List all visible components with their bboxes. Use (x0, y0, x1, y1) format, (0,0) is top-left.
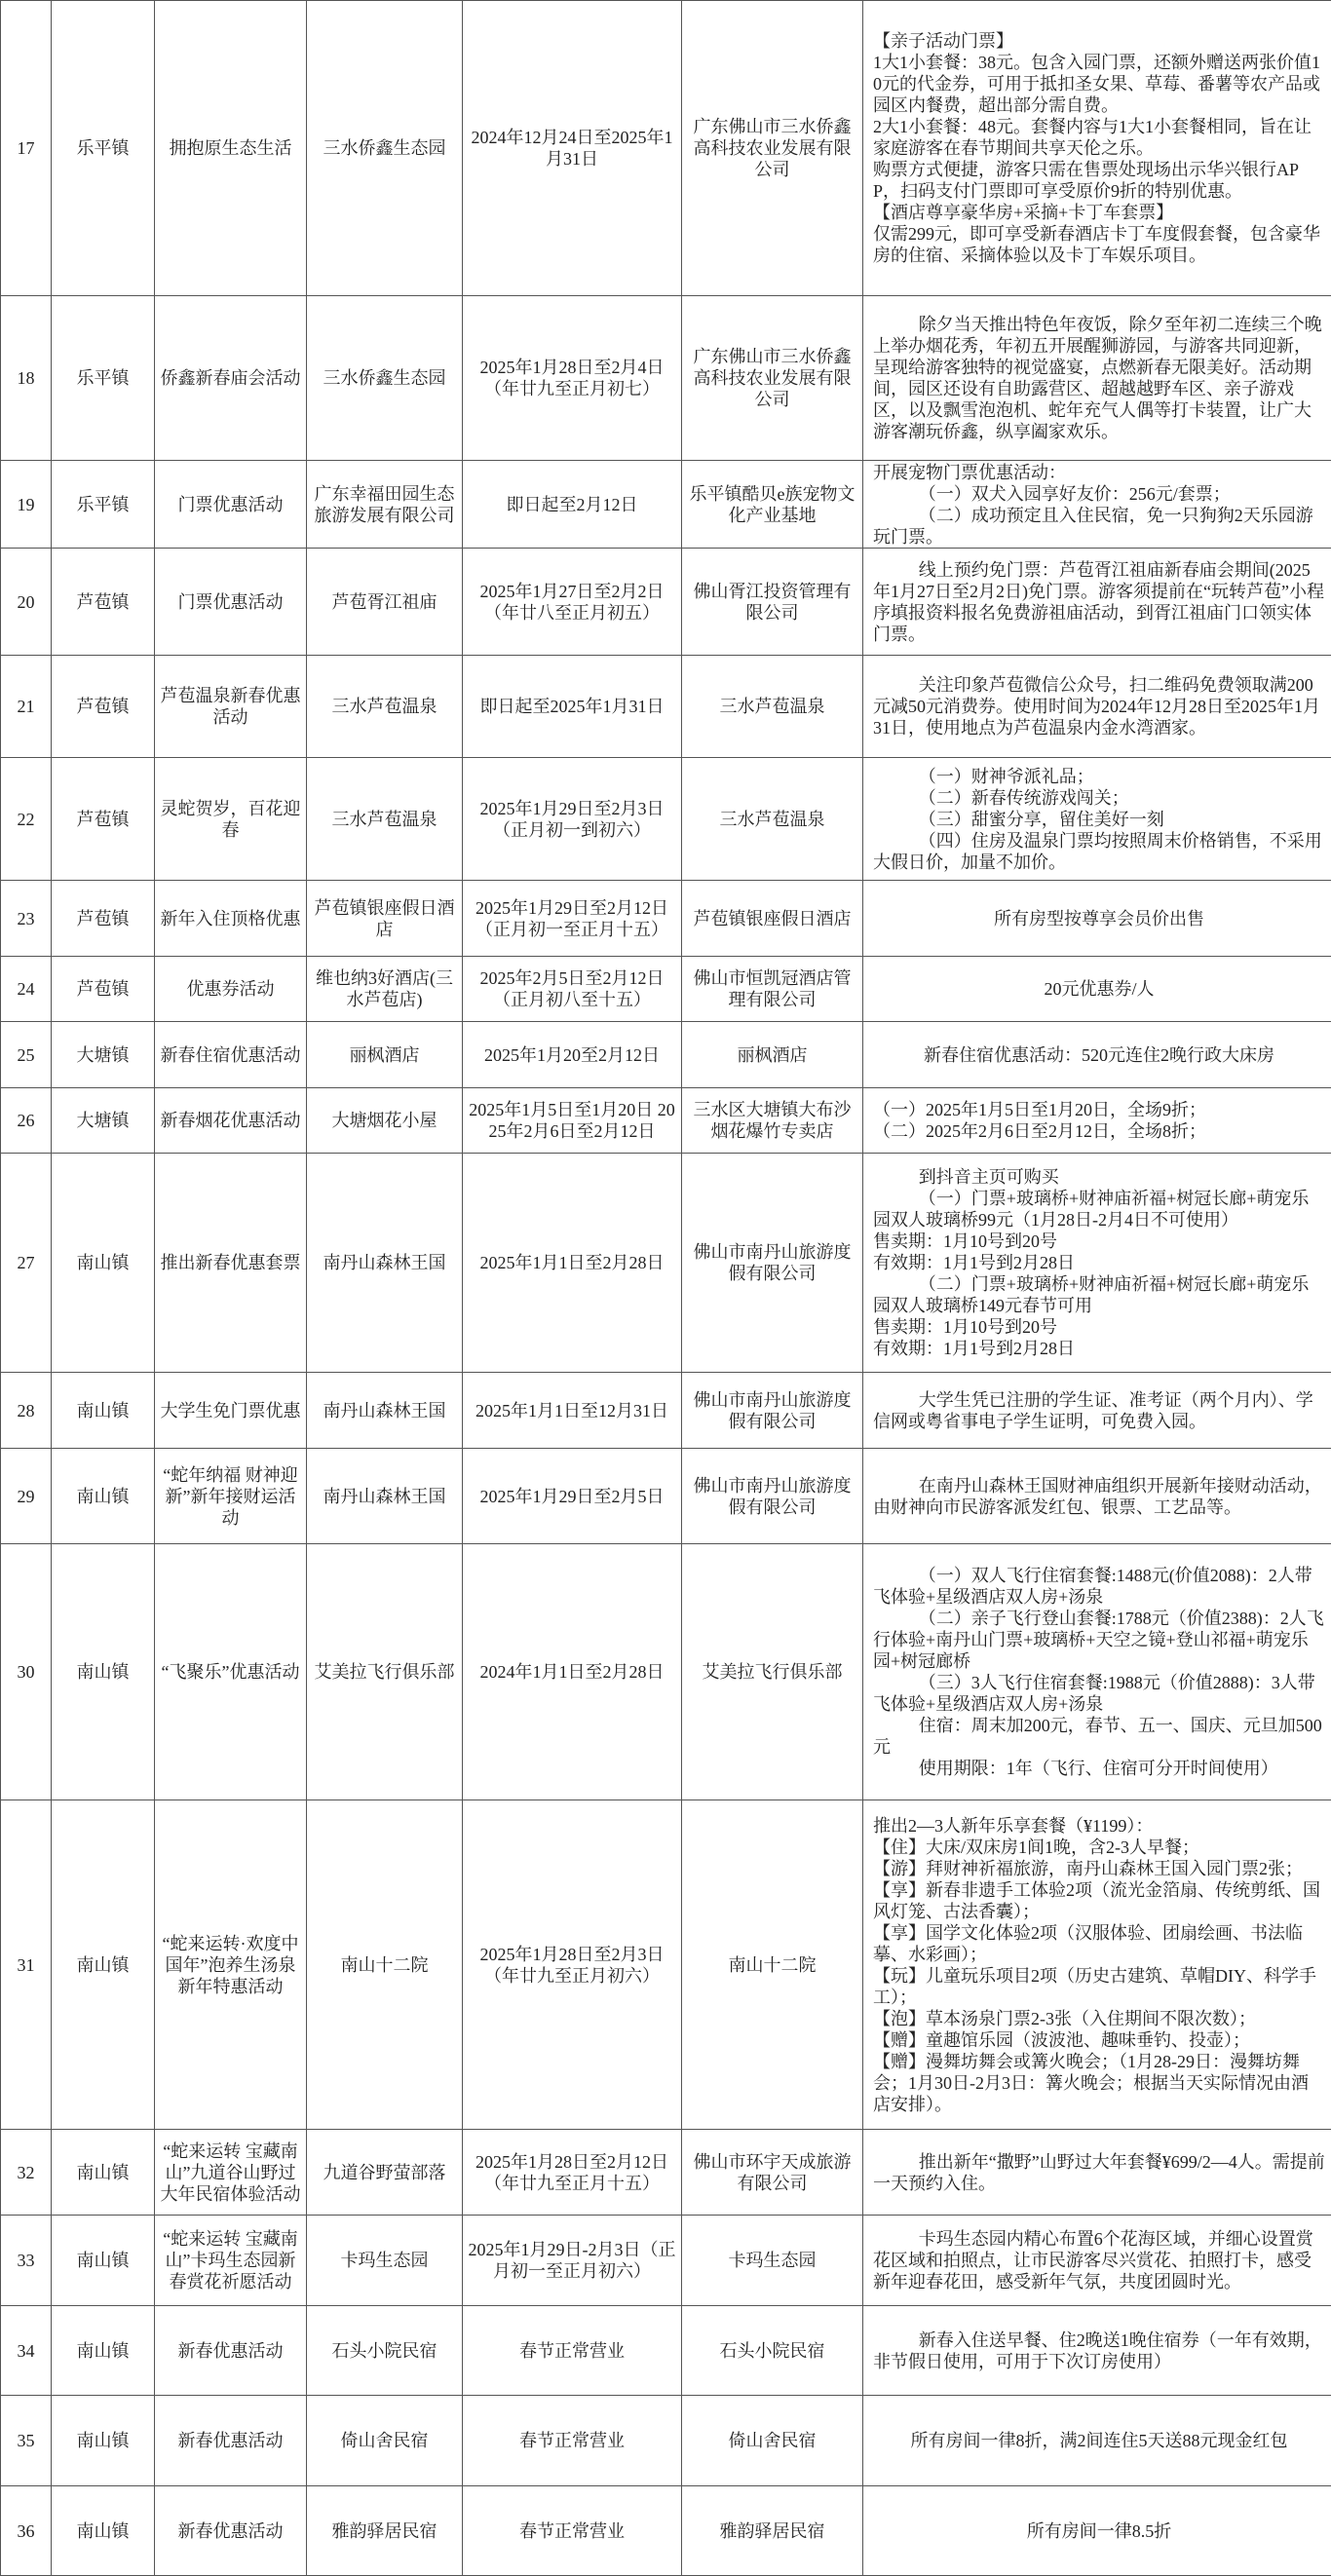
offer-detail-paragraph: （三）3人飞行住宿套餐:1988元（价值2888)：3人带飞体验+星级酒店双人房+汤泉 (873, 1673, 1315, 1714)
activity-name-cell: 新春烟花优惠活动 (155, 1088, 307, 1154)
offer-detail-paragraph: 【泡】草本汤泉门票2-3张（入住期间不限次数）； (873, 2008, 1256, 2028)
offer-details-cell (863, 2396, 1331, 2486)
date-cell: 春节正常营业 (463, 2486, 682, 2576)
offer-detail-paragraph: （一）财神爷派礼品； (918, 766, 1094, 786)
row-number: 18 (1, 296, 52, 461)
date-cell: 春节正常营业 (463, 2306, 682, 2396)
venue-cell: 三水芦苞温泉 (307, 758, 463, 881)
venue-cell: 三水侨鑫生态园 (307, 1, 463, 296)
table-row (1, 656, 1331, 758)
offer-detail-paragraph: 售卖期：1月10号到20号 (873, 1231, 1057, 1251)
date-cell: 2025年1月27日至2月2日（年廿八至正月初五） (463, 549, 682, 656)
activity-name-cell: 侨鑫新春庙会活动 (155, 296, 307, 461)
table-row (1, 1022, 1331, 1088)
town-cell: 南山镇 (52, 2486, 155, 2576)
organizer-cell: 三水区大塘镇大布沙烟花爆竹专卖店 (682, 1088, 863, 1154)
offer-details-cell (863, 296, 1331, 461)
offer-detail-paragraph: （二）新春传统游戏闯关； (918, 787, 1129, 808)
offer-detail-paragraph: 【赠】漫舞坊舞会或篝火晚会；（1月28-29日：漫舞坊舞会；1月30日-2月3日：篝火晚会；根据当天实际情况由酒店安排）。 (873, 2051, 1309, 2114)
row-number: 34 (1, 2306, 52, 2396)
offer-details-cell (863, 1544, 1331, 1800)
town-cell: 大塘镇 (52, 1022, 155, 1088)
offer-detail-paragraph: 住宿：周末加200元，春节、五一、国庆、元旦加500元 (873, 1716, 1322, 1757)
offer-detail-paragraph: 仅需299元，即可享受新春酒店卡丁车度假套餐，包含豪华房的住宿、采摘体验以及卡丁车娱乐项目。 (873, 224, 1320, 265)
table-row (1, 1373, 1331, 1449)
offer-detail-paragraph: （二）门票+玻璃桥+财神庙祈福+树冠长廊+萌宠乐园双人玻璃桥149元春节可用 (873, 1274, 1310, 1315)
row-number: 23 (1, 881, 52, 957)
offer-detail-paragraph: （三）甜蜜分享，留住美好一刻 (918, 809, 1164, 829)
offer-detail-paragraph: 在南丹山森林王国财神庙组织开展新年接财动活动，由财神向市民游客派发红包、银票、工艺品等。 (873, 1475, 1322, 1517)
offer-detail-paragraph: 所有房型按尊享会员价出售 (994, 908, 1204, 928)
date-cell: 2025年1月29日-2月3日（正月初一至正月初六） (463, 2216, 682, 2306)
offer-details-cell (863, 2216, 1331, 2306)
organizer-cell: 南山十二院 (682, 1800, 863, 2130)
activity-name-cell: 门票优惠活动 (155, 461, 307, 549)
offer-detail-paragraph: （二）2025年2月6日至2月12日，全场8折； (873, 1121, 1206, 1141)
town-cell: 南山镇 (52, 1154, 155, 1373)
row-number: 32 (1, 2130, 52, 2216)
activity-name-cell: “蛇来运转·欢度中国年”泡养生汤泉新年特惠活动 (155, 1800, 307, 2130)
organizer-cell: 艾美拉飞行俱乐部 (682, 1544, 863, 1800)
activity-name-cell: 新春住宿优惠活动 (155, 1022, 307, 1088)
offer-detail-paragraph: 20元优惠券/人 (1044, 979, 1155, 999)
venue-cell: 南丹山森林王国 (307, 1449, 463, 1544)
organizer-cell: 广东佛山市三水侨鑫高科技农业发展有限公司 (682, 296, 863, 461)
town-cell: 芦苞镇 (52, 549, 155, 656)
row-number: 17 (1, 1, 52, 296)
offer-detail-paragraph: 【住】大床/双床房1间1晚，含2-3人早餐； (873, 1837, 1199, 1857)
offer-detail-paragraph: 1大1小套餐：38元。包含入园门票，还额外赠送两张价值10元的代金券，可用于抵扣圣女果、草莓、番薯等农产品或园区内餐费，超出部分需自费。 (873, 53, 1320, 115)
offer-detail-paragraph: （二）亲子飞行登山套餐:1788元（价值2388)：2人飞行体验+南丹山门票+玻璃桥+天空之镜+登山祁福+萌宠乐园+树冠廊桥 (873, 1609, 1324, 1671)
organizer-cell: 倚山舍民宿 (682, 2396, 863, 2486)
activity-name-cell: “蛇年纳福 财神迎新”新年接财运活动 (155, 1449, 307, 1544)
row-number: 20 (1, 549, 52, 656)
town-cell: 大塘镇 (52, 1088, 155, 1154)
row-number: 28 (1, 1373, 52, 1449)
table-row (1, 758, 1331, 881)
venue-cell: 芦苞镇银座假日酒店 (307, 881, 463, 957)
table-row (1, 1800, 1331, 2130)
activity-name-cell: 新春优惠活动 (155, 2306, 307, 2396)
offer-detail-paragraph: 【享】新春非遗手工体验2项（流光金箔扇、传统剪纸、国风灯笼、古法香囊）； (873, 1879, 1320, 1921)
offer-details-cell (863, 1, 1331, 296)
table-row (1, 461, 1331, 549)
table-row (1, 2306, 1331, 2396)
table-row (1, 549, 1331, 656)
activity-name-cell: 推出新春优惠套票 (155, 1154, 307, 1373)
offer-details-cell (863, 758, 1331, 881)
organizer-cell: 三水芦苞温泉 (682, 656, 863, 758)
row-number: 21 (1, 656, 52, 758)
organizer-cell: 三水芦苞温泉 (682, 758, 863, 881)
venue-cell: 雅韵驿居民宿 (307, 2486, 463, 2576)
date-cell: 2025年1月29日至2月5日 (463, 1449, 682, 1544)
activity-name-cell: “蛇来运转 宝藏南山”九道谷山野过大年民宿体验活动 (155, 2130, 307, 2216)
activity-name-cell: “飞聚乐”优惠活动 (155, 1544, 307, 1800)
offer-detail-paragraph: （一）双人飞行住宿套餐:1488元(价值2088)：2人带飞体验+星级酒店双人房+汤泉 (873, 1566, 1312, 1607)
offer-details-cell (863, 549, 1331, 656)
venue-cell: 丽枫酒店 (307, 1022, 463, 1088)
organizer-cell: 乐平镇酷贝e族宠物文化产业基地 (682, 461, 863, 549)
offer-details-cell (863, 2130, 1331, 2216)
table-row (1, 2486, 1331, 2576)
offer-detail-paragraph: 推出新年“撒野”山野过大年套餐¥699/2—4人。需提前一天预约入住。 (873, 2151, 1325, 2193)
town-cell: 芦苞镇 (52, 881, 155, 957)
date-cell: 2024年12月24日至2025年1月31日 (463, 1, 682, 296)
organizer-cell: 佛山市南丹山旅游度假有限公司 (682, 1373, 863, 1449)
date-cell: 2025年1月28日至2月4日（年廿九至正月初七） (463, 296, 682, 461)
date-cell: 即日起至2月12日 (463, 461, 682, 549)
date-cell: 2025年2月5日至2月12日（正月初八至十五） (463, 957, 682, 1022)
date-cell: 2025年1月5日至1月20日 2025年2月6日至2月12日 (463, 1088, 682, 1154)
table-row (1, 881, 1331, 957)
date-cell: 2025年1月28日至2月3日（年廿九至正月初六） (463, 1800, 682, 2130)
venue-cell: 九道谷野萤部落 (307, 2130, 463, 2216)
town-cell: 南山镇 (52, 1373, 155, 1449)
venue-cell: 南丹山森林王国 (307, 1154, 463, 1373)
offer-detail-paragraph: （一）双犬入园享好友价：256元/套票； (918, 483, 1231, 504)
venue-cell: 三水侨鑫生态园 (307, 296, 463, 461)
offer-detail-paragraph: 【亲子活动门票】 (873, 31, 1013, 51)
offer-detail-paragraph: 【酒店尊享豪华房+采摘+卡丁车套票】 (873, 203, 1174, 222)
venue-cell: 倚山舍民宿 (307, 2396, 463, 2486)
town-cell: 芦苞镇 (52, 957, 155, 1022)
town-cell: 芦苞镇 (52, 758, 155, 881)
venue-cell: 卡玛生态园 (307, 2216, 463, 2306)
activity-name-cell: 拥抱原生态生活 (155, 1, 307, 296)
offer-detail-paragraph: 除夕当天推出特色年夜饭，除夕至年初二连续三个晚上举办烟花秀，年初五开展醒狮游园，与游客共同迎新，呈现给游客独特的视觉盛宴，点燃新春无限美好。活动期间，园区还设有自助露营区、超越越野车区、亲子游戏区，以及飘雪泡泡机、蛇年充气人偶等打卡装置，让广大游客潮玩侨鑫，纵享阖家欢乐。 (873, 315, 1322, 441)
offer-detail-paragraph: 推出2—3人新年乐享套餐（¥1199）： (873, 1815, 1154, 1836)
offer-details-cell (863, 881, 1331, 957)
offer-detail-paragraph: （四）住房及温泉门票均按照周末价格销售，不采用大假日价，加量不加价。 (873, 830, 1322, 872)
organizer-cell: 佛山胥江投资管理有限公司 (682, 549, 863, 656)
table-row (1, 2216, 1331, 2306)
table-row (1, 1154, 1331, 1373)
offer-details-cell (863, 957, 1331, 1022)
town-cell: 南山镇 (52, 1544, 155, 1800)
offer-detail-paragraph: 开展宠物门票优惠活动： (873, 462, 1066, 482)
organizer-cell: 佛山市环宇天成旅游有限公司 (682, 2130, 863, 2216)
date-cell: 2025年1月1日至2月28日 (463, 1154, 682, 1373)
offer-details-cell (863, 1800, 1331, 2130)
town-cell: 芦苞镇 (52, 656, 155, 758)
offer-details-cell (863, 1088, 1331, 1154)
offer-details-cell (863, 461, 1331, 549)
organizer-cell: 佛山市南丹山旅游度假有限公司 (682, 1154, 863, 1373)
offer-details-cell (863, 1154, 1331, 1373)
row-number: 24 (1, 957, 52, 1022)
offer-details-cell (863, 656, 1331, 758)
offer-detail-paragraph: 大学生凭已注册的学生证、准考证（两个月内）、学信网或粤省事电子学生证明，可免费入园。 (873, 1389, 1313, 1431)
row-number: 19 (1, 461, 52, 549)
activity-name-cell: 新春优惠活动 (155, 2396, 307, 2486)
organizer-cell: 石头小院民宿 (682, 2306, 863, 2396)
row-number: 26 (1, 1088, 52, 1154)
offer-detail-paragraph: 关注印象芦苞微信公众号，扫二维码免费领取满200元减50元消费券。使用时间为2024年12月28日至2025年1月31日，使用地点为芦苞温泉内金水湾酒家。 (873, 675, 1320, 738)
offer-detail-paragraph: 【玩】儿童玩乐项目2项（历史古建筑、草帽DIY、科学手工）； (873, 1965, 1316, 2007)
date-cell: 2025年1月29日至2月3日（正月初一到初六） (463, 758, 682, 881)
offer-detail-paragraph: 新春入住送早餐、住2晚送1晚住宿券（一年有效期，非节假日使用，可用于下次订房使用） (873, 2330, 1322, 2371)
offer-detail-paragraph: （二）成功预定且入住民宿，免一只狗狗2天乐园游玩门票。 (873, 505, 1313, 547)
table-row (1, 2130, 1331, 2216)
town-cell: 乐平镇 (52, 296, 155, 461)
town-cell: 南山镇 (52, 2216, 155, 2306)
offer-detail-paragraph: 使用期限：1年（飞行、住宿可分开时间使用） (918, 1759, 1278, 1778)
venue-cell: 南丹山森林王国 (307, 1373, 463, 1449)
offer-detail-paragraph: 【享】国学文化体验2项（汉服体验、团扇绘画、书法临摹、水彩画）； (873, 1922, 1303, 1964)
activity-name-cell: 灵蛇贺岁，百花迎春 (155, 758, 307, 881)
town-cell: 乐平镇 (52, 461, 155, 549)
row-number: 33 (1, 2216, 52, 2306)
organizer-cell: 广东佛山市三水侨鑫高科技农业发展有限公司 (682, 1, 863, 296)
town-cell: 南山镇 (52, 2306, 155, 2396)
row-number: 35 (1, 2396, 52, 2486)
venue-cell: 南山十二院 (307, 1800, 463, 2130)
town-cell: 南山镇 (52, 1800, 155, 2130)
row-number: 31 (1, 1800, 52, 2130)
offer-detail-paragraph: 所有房间一律8.5折 (1026, 2520, 1172, 2541)
date-cell: 春节正常营业 (463, 2396, 682, 2486)
offer-details-cell (863, 2486, 1331, 2576)
table-row (1, 957, 1331, 1022)
activity-name-cell: 芦苞温泉新春优惠活动 (155, 656, 307, 758)
date-cell: 2024年1月1日至2月28日 (463, 1544, 682, 1800)
offer-detail-paragraph: 2大1小套餐：48元。套餐内容与1大1小套餐相同，旨在让家庭游客在春节期间共享天伦之乐。 (873, 117, 1312, 158)
offer-details-cell (863, 1022, 1331, 1088)
date-cell: 2025年1月20至2月12日 (463, 1022, 682, 1088)
offer-detail-paragraph: 售卖期：1月10号到20号 (873, 1317, 1057, 1337)
offer-details-cell (863, 1449, 1331, 1544)
offer-detail-paragraph: 【游】拜财神祈福旅游，南丹山森林王国入园门票2张； (873, 1858, 1303, 1878)
town-cell: 南山镇 (52, 1449, 155, 1544)
organizer-cell: 雅韵驿居民宿 (682, 2486, 863, 2576)
offer-detail-paragraph: （一）2025年1月5日至1月20日，全场9折； (873, 1100, 1206, 1119)
date-cell: 2025年1月1日至12月31日 (463, 1373, 682, 1449)
row-number: 30 (1, 1544, 52, 1800)
venue-cell: 维也纳3好酒店(三水芦苞店) (307, 957, 463, 1022)
town-cell: 南山镇 (52, 2396, 155, 2486)
offer-detail-paragraph: 有效期：1月1号到2月28日 (873, 1253, 1075, 1272)
activity-name-cell: 新年入住顶格优惠 (155, 881, 307, 957)
activity-name-cell: 门票优惠活动 (155, 549, 307, 656)
town-cell: 南山镇 (52, 2130, 155, 2216)
offer-detail-paragraph: 购票方式便捷，游客只需在售票处现场出示华兴银行APP，扫码支付门票即可享受原价9折的特别优惠。 (873, 160, 1300, 201)
row-number: 22 (1, 758, 52, 881)
table-row (1, 296, 1331, 461)
date-cell: 即日起至2025年1月31日 (463, 656, 682, 758)
row-number: 27 (1, 1154, 52, 1373)
offer-details-cell (863, 2306, 1331, 2396)
venue-cell: 大塘烟花小屋 (307, 1088, 463, 1154)
table-body (1, 1, 1331, 2576)
offer-detail-paragraph: 线上预约免门票：芦苞胥江祖庙新春庙会期间(2025年1月27日至2月2日)免门票。游客须提前在“玩转芦苞”小程序填报资料报名免费游祖庙活动，到胥江祖庙门口领实体门票。 (873, 559, 1324, 644)
activity-name-cell: 大学生免门票优惠 (155, 1373, 307, 1449)
organizer-cell: 卡玛生态园 (682, 2216, 863, 2306)
venue-cell: 芦苞胥江祖庙 (307, 549, 463, 656)
venue-cell: 艾美拉飞行俱乐部 (307, 1544, 463, 1800)
offer-detail-paragraph: 【赠】童趣馆乐园（波波池、趣味垂钓、投壶）； (873, 2029, 1250, 2050)
venue-cell: 三水芦苞温泉 (307, 656, 463, 758)
town-cell: 乐平镇 (52, 1, 155, 296)
organizer-cell: 佛山市恒凯冠酒店管理有限公司 (682, 957, 863, 1022)
offer-detail-paragraph: 有效期：1月1号到2月28日 (873, 1339, 1075, 1358)
table-row (1, 1544, 1331, 1800)
table-row (1, 1088, 1331, 1154)
table-row (1, 2396, 1331, 2486)
organizer-cell: 芦苞镇银座假日酒店 (682, 881, 863, 957)
offer-detail-paragraph: （一）门票+玻璃桥+财神庙祈福+树冠长廊+萌宠乐园双人玻璃桥99元（1月28日-2月4日不可使用） (873, 1189, 1310, 1230)
offer-detail-paragraph: 卡玛生态园内精心布置6个花海区域，并细心设置赏花区域和拍照点，让市民游客尽兴赏花、拍照打卡，感受新年迎春花田，感受新年气氛，共度团圆时光。 (873, 2229, 1313, 2292)
activity-name-cell: 新春优惠活动 (155, 2486, 307, 2576)
activity-name-cell: 优惠券活动 (155, 957, 307, 1022)
organizer-cell: 佛山市南丹山旅游度假有限公司 (682, 1449, 863, 1544)
row-number: 25 (1, 1022, 52, 1088)
date-cell: 2025年1月28日至2月12日（年廿九至正月十五） (463, 2130, 682, 2216)
venue-cell: 石头小院民宿 (307, 2306, 463, 2396)
venue-cell: 广东幸福田园生态旅游发展有限公司 (307, 461, 463, 549)
offer-detail-paragraph: 到抖音主页可购买 (918, 1167, 1059, 1187)
offer-detail-paragraph: 所有房间一律8折，满2间连住5天送88元现金红包 (910, 2431, 1288, 2450)
activity-name-cell: “蛇来运转 宝藏南山”卡玛生态园新春赏花祈愿活动 (155, 2216, 307, 2306)
table-row (1, 1449, 1331, 1544)
offer-detail-paragraph: 新春住宿优惠活动：520元连住2晚行政大床房 (924, 1044, 1274, 1065)
date-cell: 2025年1月29日至2月12日（正月初一至正月十五） (463, 881, 682, 957)
row-number: 29 (1, 1449, 52, 1544)
offer-details-cell (863, 1373, 1331, 1449)
organizer-cell: 丽枫酒店 (682, 1022, 863, 1088)
table-row (1, 1, 1331, 296)
row-number: 36 (1, 2486, 52, 2576)
